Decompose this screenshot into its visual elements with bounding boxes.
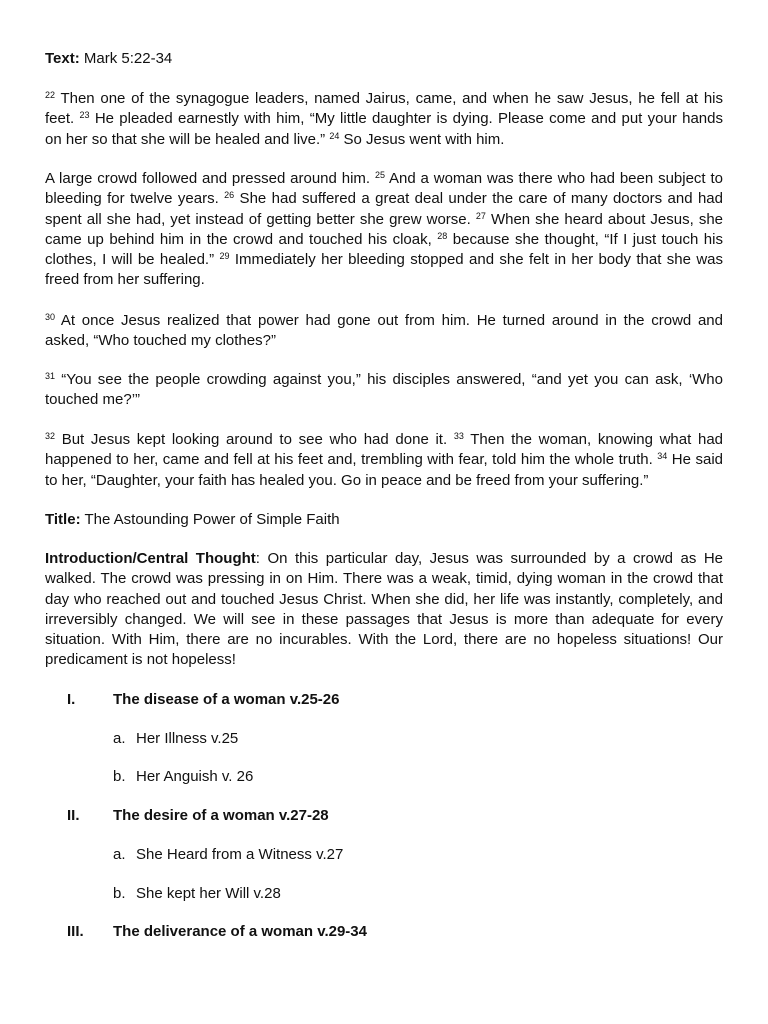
introduction-label: Introduction/Central Thought (45, 550, 256, 567)
verse-text: “You see the people crowding against you,” his disciples answered, “and yet you can ask, ‘Who touched me?’” (45, 371, 723, 409)
subpoint-letter: b. (113, 885, 126, 902)
introduction-paragraph (45, 549, 723, 671)
subpoint-text: She kept her Will v.28 (136, 885, 281, 902)
verse-number: 34 (657, 451, 668, 462)
verse-text: But Jesus kept looking around to see who had done it. (55, 431, 454, 448)
scripture-paragraph-4 (45, 370, 723, 411)
verse-number: 27 (475, 210, 486, 221)
verse-number: 22 (45, 90, 56, 100)
verse-text: Immediately her bleeding stopped and she felt in her body that she was freed from her suffering. (45, 251, 723, 289)
text-value: Mark 5:22-34 (79, 50, 173, 67)
verse-text: He pleaded earnestly with him, “My little daughter is dying. Please come and put your hands on her so that she will be healed and live.” (45, 110, 723, 148)
verse-text: So Jesus went with him. (339, 130, 505, 148)
outline-heading: The deliverance of a woman v.29-34 (113, 923, 367, 940)
outline-heading: The desire of a woman v.27-28 (113, 807, 329, 824)
subpoint-letter: a. (113, 846, 126, 863)
text-reference (45, 49, 172, 69)
sermon-title (45, 510, 723, 530)
verse-text: because she thought, “If I just touch his clothes, I will be healed.” (45, 230, 723, 269)
scripture-paragraph-1 (45, 89, 723, 150)
outline-point-1 (0, 690, 768, 710)
verse-text: She had suffered a great deal under the care of many doctors and had spent all she had, yet instead of getting better she grew worse. (45, 190, 723, 228)
text-label: Text: (45, 50, 80, 67)
verse-number: 33 (453, 431, 464, 441)
verse-text: A large crowd followed and pressed around him. (45, 170, 375, 187)
verse-number: 30 (45, 312, 56, 322)
outline-subpoint-2a (0, 845, 768, 865)
verse-text: Then one of the synagogue leaders, named Jairus, came, and when he saw Jesus, he fell at his feet. (45, 90, 723, 128)
verse-text: And a woman was there who had been subject to bleeding for twelve years. (45, 170, 723, 208)
outline-subpoint-2b (0, 884, 768, 904)
verse-number: 25 (374, 170, 385, 180)
verse-text: Then the woman, knowing what had happened to her, came and fell at his feet and, trembling with fear, told him the whole truth. (45, 431, 724, 469)
outline-point-2 (0, 806, 768, 826)
verse-number: 26 (224, 190, 235, 201)
title-label: Title: (45, 511, 81, 528)
scripture-paragraph-2 (45, 169, 723, 291)
verse-number: 31 (45, 371, 56, 381)
subpoint-letter: a. (113, 730, 126, 747)
verse-text: When she heard about Jesus, she came up behind him in the crowd and touched his cloak, (45, 210, 724, 248)
outline-heading: The disease of a woman v.25-26 (113, 691, 340, 708)
outline-numeral: II. (67, 807, 80, 824)
subpoint-text: Her Illness v.25 (136, 730, 239, 747)
outline-subpoint-1a (0, 729, 768, 749)
verse-number: 23 (79, 110, 90, 121)
outline-numeral: I. (67, 691, 76, 708)
subpoint-text: She Heard from a Witness v.27 (136, 846, 344, 863)
verse-number: 32 (45, 431, 56, 441)
outline-subpoint-1b (0, 767, 768, 787)
subpoint-letter: b. (113, 768, 126, 785)
introduction-text: : On this particular day, Jesus was surrounded by a crowd as He walked. The crowd was pressing in on Him. There was a weak, timid, dying woman in the crowd that day who reached out and touched Jesus Christ. When she did, her life was instantly, completely, and irreversibly changed. We will see in these passages that Jesus is more than adequate for every situation. With Him, there are no incurables. With the Lord, there are no hopeless situations! Our predicament is not hopeless! (45, 550, 724, 669)
outline-numeral: III. (67, 923, 84, 940)
scripture-paragraph-5 (45, 430, 723, 491)
verse-number: 29 (219, 251, 230, 262)
scripture-paragraph-3 (45, 311, 723, 352)
verse-text: He said to her, “Daughter, your faith has healed you. Go in peace and be freed from your suffering.” (45, 451, 723, 489)
outline-point-3 (0, 922, 768, 942)
verse-number: 28 (437, 230, 448, 241)
subpoint-text: Her Anguish v. 26 (136, 768, 254, 785)
verse-text: At once Jesus realized that power had gone out from him. He turned around in the crowd and asked, “Who touched my clothes?” (45, 312, 723, 350)
title-value: The Astounding Power of Simple Faith (80, 511, 340, 528)
verse-number: 24 (329, 130, 340, 141)
